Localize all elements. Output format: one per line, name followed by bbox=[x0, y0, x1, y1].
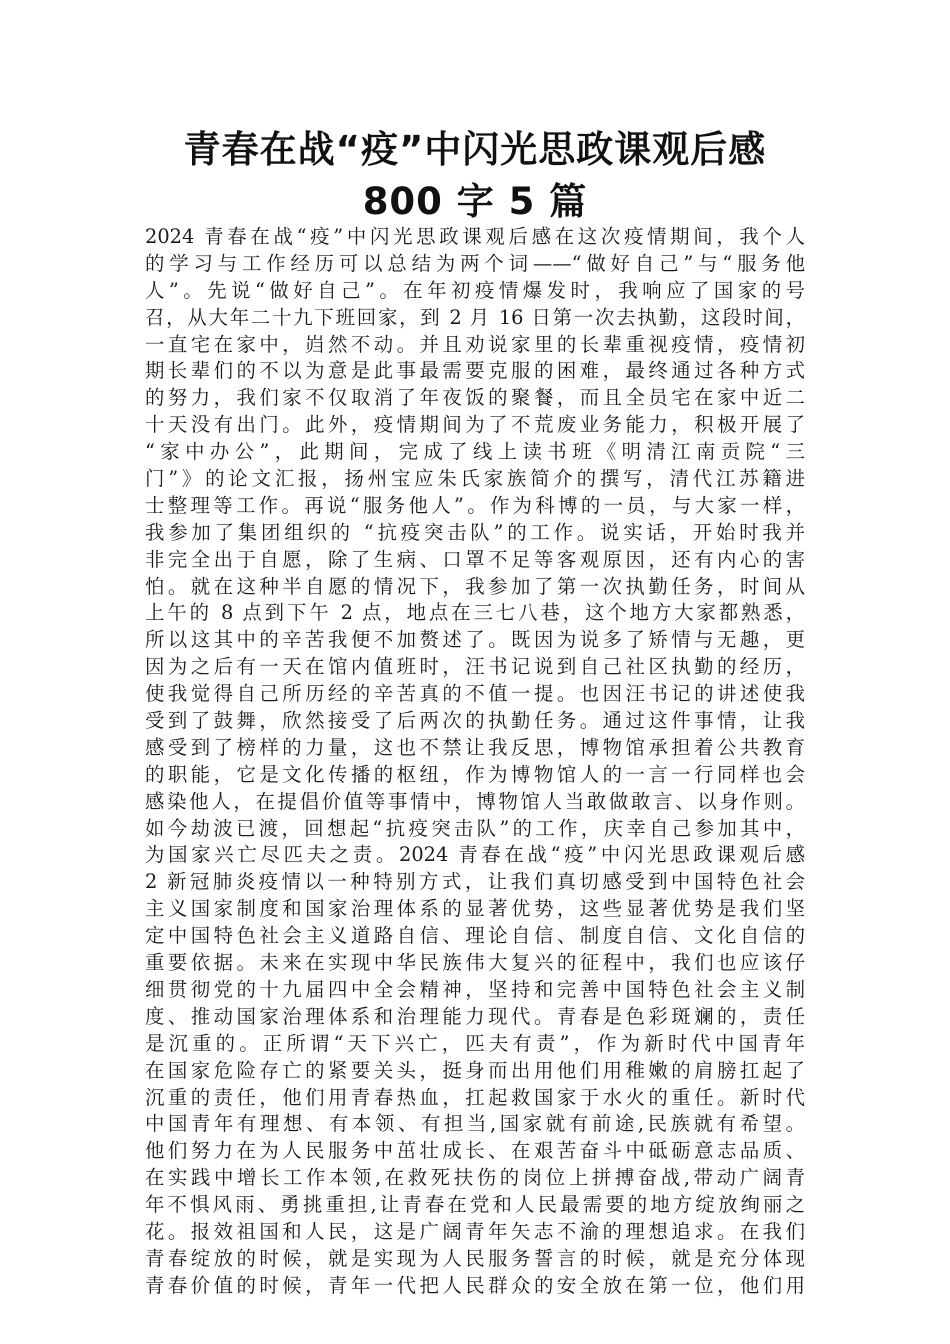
body-text-line: 人”。先说“做好自己”。在年初疫情爆发时，我响应了国家的号 bbox=[145, 278, 805, 302]
body-text-line: 受到了鼓舞，欣然接受了后两次的执勤任务。通过这件事情，让我 bbox=[145, 709, 805, 733]
body-text-line: 2024 青春在战“疫”中闪光思政课观后感在这次疫情期间，我个人 bbox=[145, 225, 805, 248]
body-text-line: 是沉重的。正所谓“天下兴亡，匹夫有责”，作为新时代中国青年 bbox=[145, 1031, 805, 1055]
body-text-line: 沉重的责任，他们用青春热血，扛起救国家于水火的重任。新时代 bbox=[145, 1085, 805, 1109]
body-text-line: 一直宅在家中，岿然不动。并且劝说家里的长辈重视疫情，疫情初 bbox=[145, 332, 805, 356]
body-text-line: 我参加了集团组织的 “抗疫突击队”的工作。说实话，开始时我并 bbox=[145, 520, 805, 544]
body-text-line: 在实践中增长工作本领,在救死扶伤的岗位上拼搏奋战,带动广阔青 bbox=[145, 1166, 805, 1190]
body-text-line: 召，从大年二十九下班回家，到 2 月 16 日第一次去执勤，这段时间， bbox=[145, 305, 805, 329]
body-text-line: 怕。就在这种半自愿的情况下，我参加了第一次执勤任务，时间从 bbox=[145, 574, 805, 598]
body-text-line: 上午的 8 点到下午 2 点，地点在三七八巷，这个地方大家都熟悉， bbox=[145, 601, 805, 625]
body-text-line: 为国家兴亡尽匹夫之责。2024 青春在战“疫”中闪光思政课观后感 bbox=[145, 843, 805, 867]
body-text-line: 非完全出于自愿，除了生病、口罩不足等客观原因，还有内心的害 bbox=[145, 547, 805, 571]
body-text-line: 在国家危险存亡的紧要关头，挺身而出用他们用稚嫩的肩膀扛起了 bbox=[145, 1058, 805, 1082]
document-body bbox=[145, 224, 805, 1300]
body-text-line: 主义国家制度和国家治理体系的显著优势，这些显著优势是我们坚 bbox=[145, 897, 805, 921]
body-text-line: 年不惧风雨、勇挑重担,让青春在党和人民最需要的地方绽放绚丽之 bbox=[145, 1193, 805, 1217]
body-text-line: 因为之后有一天在馆内值班时，汪书记说到自己社区执勤的经历， bbox=[145, 655, 805, 679]
body-text-line: 的学习与工作经历可以总结为两个词——“做好自己”与“服务他 bbox=[145, 251, 805, 275]
body-text-line: 如今劫波已渡，回想起“抗疫突击队”的工作，庆幸自己参加其中， bbox=[145, 816, 805, 840]
body-text-line: 中国青年有理想、有本领、有担当,国家就有前途,民族就有希望。 bbox=[145, 1112, 805, 1136]
body-text-line: 感受到了榜样的力量，这也不禁让我反思，博物馆承担着公共教育 bbox=[145, 735, 805, 759]
body-text-line: 感染他人，在提倡价值等事情中，博物馆人当敢做敢言、以身作则。 bbox=[145, 789, 805, 813]
body-text-line: 期长辈们的不以为意是此事最需要克服的困难，最终通过各种方式 bbox=[145, 359, 805, 383]
body-text-line: 度、推动国家治理体系和治理能力现代。青春是色彩斑斓的，责任 bbox=[145, 1004, 805, 1028]
body-text-line: 青春绽放的时候，就是实现为人民服务誓言的时候，就是充分体现 bbox=[145, 1246, 805, 1270]
document-title-line-2: 800 字 5 篇 bbox=[362, 180, 588, 223]
body-text-line: 青春价值的时候，青年一代把人民群众的安全放在第一位，他们用 bbox=[145, 1273, 805, 1297]
body-text-line: 门”》的论文汇报，扬州宝应朱氏家族简介的撰写，清代江苏籍进 bbox=[145, 467, 805, 491]
body-text-line: “家中办公”，此期间，完成了线上读书班《明清江南贡院“三 bbox=[145, 440, 805, 464]
body-text-line: 十天没有出门。此外，疫情期间为了不荒废业务能力，积极开展了 bbox=[145, 413, 805, 437]
body-text-line: 士整理等工作。再说“服务他人”。作为科博的一员，与大家一样， bbox=[145, 493, 805, 517]
body-text-line: 的努力，我们家不仅取消了年夜饭的聚餐，而且全员宅在家中近二 bbox=[145, 386, 805, 410]
body-text-line: 他们努力在为人民服务中茁壮成长、在艰苦奋斗中砥砺意志品质、 bbox=[145, 1139, 805, 1163]
body-text-line: 使我觉得自己所历经的辛苦真的不值一提。也因汪书记的讲述使我 bbox=[145, 682, 805, 706]
body-text-line: 细贯彻党的十九届四中全会精神，坚持和完善中国特色社会主义制 bbox=[145, 977, 805, 1001]
document-title-line-1: 青春在战“疫”中闪光思政课观后感 bbox=[183, 128, 767, 171]
body-text-line: 2 新冠肺炎疫情以一种特别方式，让我们真切感受到中国特色社会 bbox=[145, 870, 805, 894]
body-text-line: 重要依据。未来在实现中华民族伟大复兴的征程中，我们也应该仔 bbox=[145, 951, 805, 975]
body-text-line: 定中国特色社会主义道路自信、理论自信、制度自信、文化自信的 bbox=[145, 924, 805, 948]
body-text-line: 的职能，它是文化传播的枢纽，作为博物馆人的一言一行同样也会 bbox=[145, 762, 805, 786]
body-text-line: 所以这其中的辛苦我便不加赘述了。既因为说多了矫情与无趣，更 bbox=[145, 628, 805, 652]
body-text-line: 花。报效祖国和人民，这是广阔青年矢志不渝的理想追求。在我们 bbox=[145, 1219, 805, 1243]
